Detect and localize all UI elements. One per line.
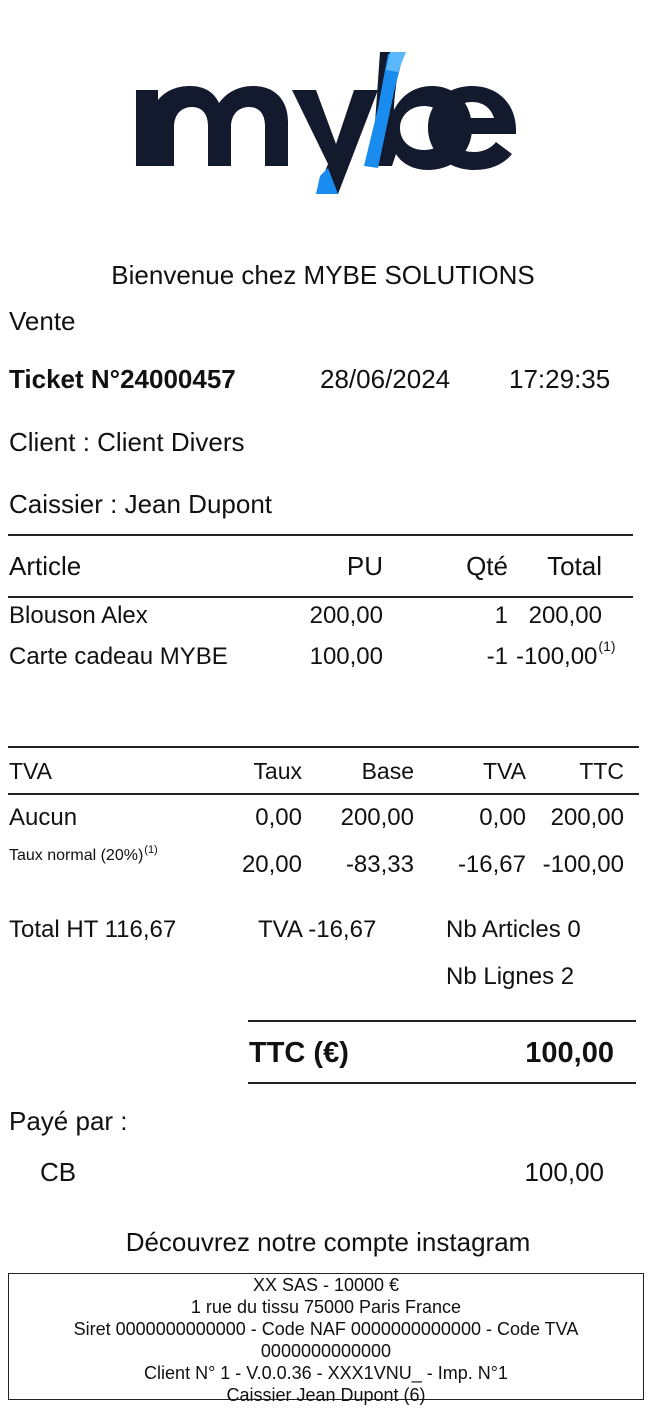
logo-letter-m (136, 86, 288, 166)
header-total: Total (547, 551, 602, 581)
vat-ttc: 200,00 (550, 804, 624, 831)
payment-method: CB (40, 1157, 77, 1187)
vat-base: -83,33 (345, 851, 414, 878)
footer-line: Siret 0000000000000 - Code NAF 0000000000000 - Code TVA (73, 1319, 579, 1339)
header-qty: Qté (466, 551, 508, 581)
client-line: Client : Client Divers (9, 427, 245, 457)
welcome-text: Bienvenue chez MYBE SOLUTIONS (111, 260, 535, 290)
vat-header-ttc: TTC (579, 758, 624, 784)
logo-letter-y (292, 90, 378, 194)
vat-label: Aucun (9, 804, 78, 831)
footer-line: Client N° 1 - V.0.0.36 - XXX1VNU_ - Imp. N°1 (144, 1363, 508, 1383)
payment-amount: 100,00 (524, 1157, 604, 1187)
total-ht: Total HT 116,67 (9, 916, 177, 943)
vat-header-base: Base (361, 758, 414, 784)
logo-letter-e (428, 86, 516, 170)
divider (8, 534, 633, 536)
cashier-line: Caissier : Jean Dupont (9, 489, 273, 519)
divider (8, 793, 639, 795)
nb-articles: Nb Articles 0 (446, 916, 581, 943)
vat-amount: -16,67 (457, 851, 526, 878)
tva-total: TVA -16,67 (258, 916, 377, 943)
vat-amount: 0,00 (479, 804, 526, 831)
vat-ttc: -100,00 (542, 851, 624, 878)
footer-line: XX SAS - 10000 € (252, 1275, 400, 1295)
article-pu: 100,00 (309, 643, 383, 670)
article-total: 200,00 (528, 602, 602, 629)
divider (248, 1020, 636, 1022)
footnote-marker: (1) (598, 638, 616, 654)
footer-line: 1 rue du tissu 75000 Paris France (190, 1297, 462, 1317)
article-name: Blouson Alex (9, 602, 148, 629)
mybe-logo (132, 48, 516, 204)
instagram-text: Découvrez notre compte instagram (125, 1227, 531, 1257)
ttc-label: TTC (€) (249, 1037, 349, 1069)
header-pu: PU (346, 551, 383, 581)
company-footer (8, 1273, 644, 1405)
footnote-marker: (1) (144, 844, 158, 856)
vat-base: 200,00 (340, 804, 414, 831)
vat-label: Taux normal $(20\%)^{(1)}$ (9, 844, 158, 864)
divider (248, 1082, 636, 1084)
divider (8, 746, 639, 748)
article-pu: 200,00 (309, 602, 383, 629)
ticket-number: Ticket N°24000457 (9, 364, 236, 394)
ticket-date: 28/06/2024 (320, 364, 451, 394)
article-name: Carte cadeau MYBE (9, 643, 228, 670)
sale-type: Vente (9, 306, 76, 336)
vat-header-tva: TVA (9, 758, 53, 784)
vat-header-amount: TVA (482, 758, 526, 784)
footer-line: Caissier Jean Dupont (6) (226, 1385, 426, 1405)
article-qty: 1 (494, 602, 508, 629)
vat-header-rate: Taux (253, 758, 302, 784)
vat-rate: 0,00 (255, 804, 302, 831)
payment-label: Payé par : (9, 1106, 128, 1136)
article-qty: -1 (486, 643, 508, 670)
ttc-value: 100,00 (525, 1037, 614, 1069)
header-article: Article (9, 551, 82, 581)
vat-rate: 20,00 (241, 851, 302, 878)
footer-line: 0000000000000 (260, 1341, 392, 1361)
divider (8, 596, 633, 598)
nb-lignes: Nb Lignes 2 (446, 963, 575, 990)
article-total: -100,00$^{(1)}$ (516, 638, 616, 670)
ticket-time: 17:29:35 (509, 364, 611, 394)
